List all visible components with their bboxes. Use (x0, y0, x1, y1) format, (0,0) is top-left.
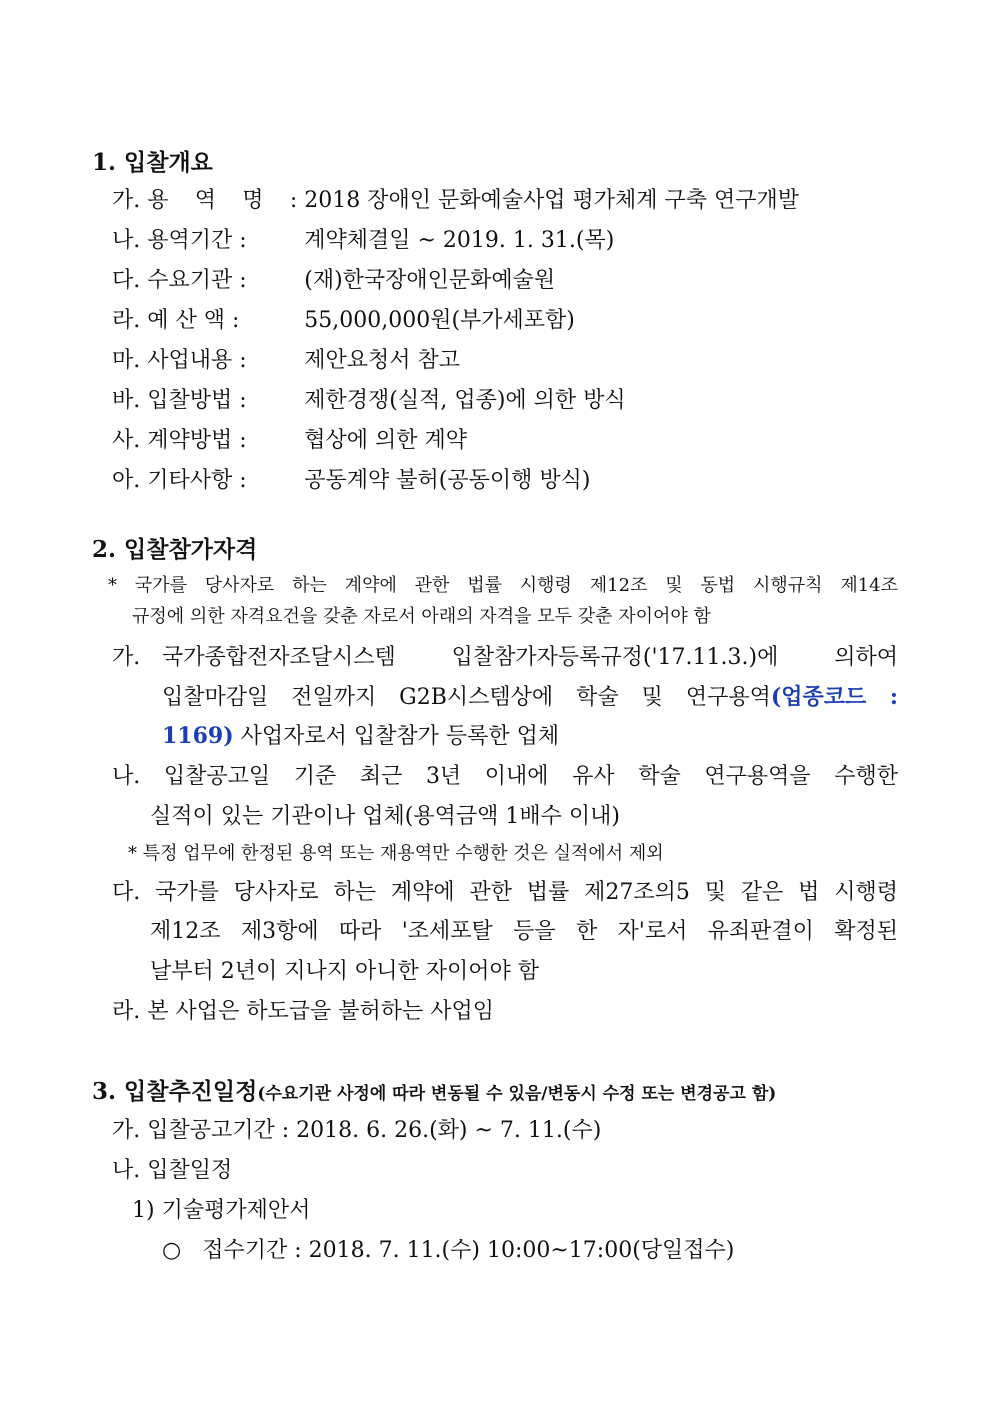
item-value: 55,000,000원(부가세포함) (304, 308, 575, 333)
bullet-circle-icon: ○ (162, 1238, 182, 1263)
item-label: 용 역 명 : (147, 188, 298, 213)
item-value: (재)한국장애인문화예술원 (304, 268, 556, 293)
eligibility-ga-line-3 (162, 719, 559, 750)
section-3-title (92, 1073, 776, 1106)
eligibility-ga-line-1: 국가종합전자조달시스템 입찰참가자등록규정('17.11.3.)에 의하여 (162, 645, 898, 670)
section-1-title: 1. 입찰개요 (92, 149, 213, 176)
section-2-title: 2. 입찰참가자격 (92, 536, 258, 563)
schedule-notice-period: 가. 입찰공고기간 : 2018. 6. 26.(화) ~ 7. 11.(수) (112, 1118, 602, 1143)
section-3-title-text: 3. 입찰추진일정 (92, 1078, 258, 1105)
eligibility-note-line-1: * 국가를 당사자로 하는 계약에 관한 법률 시행령 제12조 및 동법 시행규칙 제14조 (108, 575, 898, 596)
overview-item-agency (112, 263, 555, 294)
overview-item-other (112, 463, 590, 494)
eligibility-ga-text: 입찰마감일 전일까지 G2B시스템상에 학술 및 연구용역 (162, 685, 771, 710)
overview-item-service-name (112, 183, 799, 214)
item-value: 공동계약 불허(공동이행 방식) (304, 468, 591, 493)
eligibility-da-line-1: 다. 국가를 당사자로 하는 계약에 관한 법률 제27조의5 및 같은 법 시행령 (112, 880, 898, 905)
item-value: 제한경쟁(실적, 업종)에 의한 방식 (304, 388, 626, 413)
receipt-text: 접수기간 : 2018. 7. 11.(수) 10:00~17:00(당일접수) (202, 1238, 735, 1263)
eligibility-note-line-2: 규정에 의한 자격요건을 갖춘 자로서 아래의 자격을 모두 갖춘 자이어야 함 (132, 606, 711, 627)
item-value: 제안요청서 참고 (304, 348, 461, 373)
eligibility-na-note: * 특정 업무에 한정된 용역 또는 재용역만 수행한 것은 실적에서 제외 (128, 843, 664, 864)
item-mark: 아. (112, 468, 141, 493)
overview-item-budget (112, 303, 575, 334)
industry-code-label: (업종코드 : (770, 684, 899, 710)
eligibility-ra-line: 라. 본 사업은 하도급을 불허하는 사업임 (112, 999, 494, 1024)
item-mark: 라. (112, 308, 141, 333)
item-label: 입찰방법 : (147, 388, 247, 413)
schedule-bid-schedule: 나. 입찰일정 (112, 1158, 233, 1183)
eligibility-ga-text-end: 사업자로서 입찰참가 등록한 업체 (240, 724, 560, 749)
item-label: 계약방법 : (147, 428, 247, 453)
overview-item-period (112, 223, 614, 254)
item-label: 사업내용 : (147, 348, 247, 373)
eligibility-na-line-1: 나. 입찰공고일 기준 최근 3년 이내에 유사 학술 연구용역을 수행한 (112, 764, 898, 789)
overview-item-content (112, 343, 460, 374)
eligibility-ga-mark: 가. (112, 645, 141, 670)
item-label: 수요기관 : (147, 268, 247, 293)
overview-item-bid-method (112, 383, 626, 414)
item-mark: 사. (112, 428, 141, 453)
schedule-tech-proposal: 1) 기술평가제안서 (132, 1198, 311, 1223)
industry-code-number: 1169) (162, 723, 234, 749)
item-value: 협상에 의한 계약 (304, 428, 468, 453)
section-3-subtitle: (수요기관 사정에 따라 변동될 수 있음/변동시 수정 또는 변경공고 함) (257, 1084, 777, 1104)
overview-item-contract-method (112, 423, 467, 454)
item-mark: 다. (112, 268, 141, 293)
item-label: 기타사항 : (147, 468, 247, 493)
item-value: 계약체결일 ~ 2019. 1. 31.(목) (304, 228, 615, 253)
item-mark: 나. (112, 228, 141, 253)
eligibility-da-line-3: 날부터 2년이 지나지 아니한 자이어야 함 (150, 959, 539, 984)
eligibility-da-line-2: 제12조 제3항에 따라 '조세포탈 등을 한 자'로서 유죄판결이 확정된 (150, 919, 898, 944)
item-value: 2018 장애인 문화예술사업 평가체계 구축 연구개발 (304, 188, 799, 213)
item-mark: 가. (112, 188, 141, 213)
schedule-receipt-period (162, 1233, 734, 1264)
eligibility-na-line-2: 실적이 있는 기관이나 업체(용역금액 1배수 이내) (150, 804, 620, 829)
item-label: 용역기간 : (147, 228, 247, 253)
item-mark: 마. (112, 348, 141, 373)
eligibility-ga-line-2 (162, 680, 898, 711)
item-label: 예 산 액 : (147, 308, 240, 333)
item-mark: 바. (112, 388, 141, 413)
